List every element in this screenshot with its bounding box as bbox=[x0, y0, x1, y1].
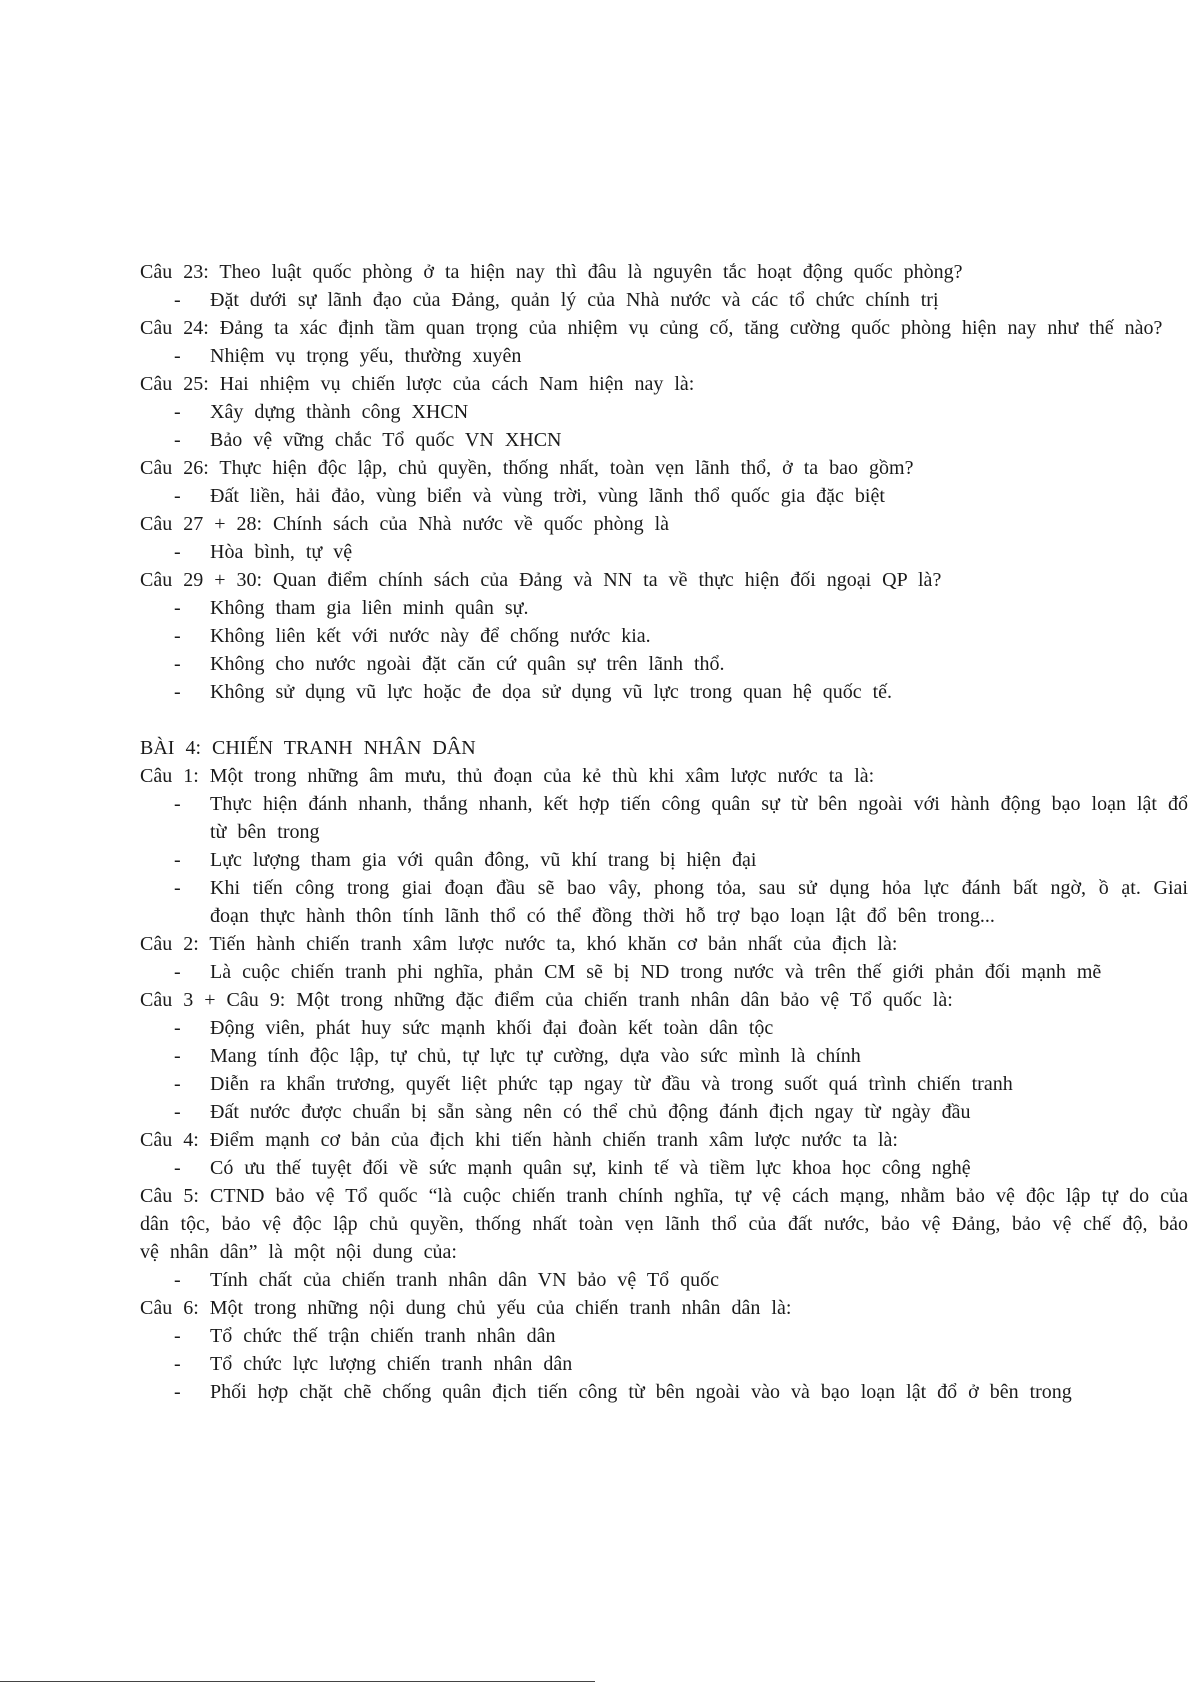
answer-text: Động viên, phát huy sức mạnh khối đại đoàn kết toàn dân tộc bbox=[210, 1017, 774, 1039]
answer-text: Xây dựng thành công XHCN bbox=[210, 401, 469, 423]
question-text: Câu 25: Hai nhiệm vụ chiến lược của cách Nam hiện nay là: bbox=[140, 373, 695, 395]
bullet-dash: - bbox=[174, 1353, 181, 1375]
section-heading: BÀI 4: CHIẾN TRANH NHÂN DÂN bbox=[140, 737, 476, 759]
answer-item bbox=[140, 1378, 1188, 1406]
answer-text: Đặt dưới sự lãnh đạo của Đảng, quản lý của Nhà nước và các tổ chức chính trị bbox=[210, 289, 939, 311]
answer-text: Mang tính độc lập, tự chủ, tự lực tự cường, dựa vào sức mình là chính bbox=[210, 1045, 861, 1067]
answer-item bbox=[140, 482, 1188, 510]
bullet-dash: - bbox=[174, 541, 181, 563]
bullet-dash: - bbox=[174, 681, 181, 703]
question-text: Câu 1: Một trong những âm mưu, thủ đoạn của kẻ thù khi xâm lược nước ta là: bbox=[140, 765, 875, 787]
answer-item bbox=[140, 1154, 1188, 1182]
answer-item bbox=[140, 650, 1188, 678]
question-text: Câu 29 + 30: Quan điểm chính sách của Đảng và NN ta về thực hiện đối ngoại QP là? bbox=[140, 569, 942, 591]
bullet-dash: - bbox=[174, 961, 181, 983]
answer-item bbox=[140, 1322, 1188, 1350]
question-text: Câu 24: Đảng ta xác định tầm quan trọng của nhiệm vụ củng cố, tăng cường quốc phòng hiện nay như thế nào? bbox=[140, 317, 1163, 339]
answer-item bbox=[140, 874, 1188, 930]
answer-item bbox=[140, 846, 1188, 874]
answer-text: Đất nước được chuẩn bị sẵn sàng nên có thể chủ động đánh địch ngay từ ngày đầu bbox=[210, 1101, 971, 1123]
bullet-dash: - bbox=[174, 401, 181, 423]
question-text: Câu 26: Thực hiện độc lập, chủ quyền, thống nhất, toàn vẹn lãnh thổ, ở ta bao gồm? bbox=[140, 457, 914, 479]
question-text: Câu 23: Theo luật quốc phòng ở ta hiện nay thì đâu là nguyên tắc hoạt động quốc phòng? bbox=[140, 261, 963, 283]
answer-text: Hòa bình, tự vệ bbox=[210, 541, 353, 563]
bullet-dash: - bbox=[174, 345, 181, 367]
answer-text: Diễn ra khẩn trương, quyết liệt phức tạp ngay từ đầu và trong suốt quá trình chiến tranh bbox=[210, 1073, 1013, 1095]
answer-item bbox=[140, 594, 1188, 622]
bullet-dash: - bbox=[174, 597, 181, 619]
answer-text: Bảo vệ vững chắc Tổ quốc VN XHCN bbox=[210, 429, 562, 451]
answer-text: Lực lượng tham gia với quân đông, vũ khí trang bị hiện đại bbox=[210, 849, 757, 871]
document-body bbox=[140, 258, 1188, 1406]
question-text: Câu 2: Tiến hành chiến tranh xâm lược nước ta, khó khăn cơ bản nhất của địch là: bbox=[140, 933, 898, 955]
answer-item bbox=[140, 622, 1188, 650]
answer-item bbox=[140, 790, 1188, 846]
bullet-dash: - bbox=[174, 1045, 181, 1067]
answer-text: Đất liền, hải đảo, vùng biển và vùng trời, vùng lãnh thổ quốc gia đặc biệt bbox=[210, 485, 885, 507]
answer-item bbox=[140, 1070, 1188, 1098]
bullet-dash: - bbox=[174, 429, 181, 451]
question-text: Câu 27 + 28: Chính sách của Nhà nước về quốc phòng là bbox=[140, 513, 670, 535]
question-text: Câu 3 + Câu 9: Một trong những đặc điểm của chiến tranh nhân dân bảo vệ Tổ quốc là: bbox=[140, 989, 953, 1011]
answer-item bbox=[140, 342, 1188, 370]
answer-text: Phối hợp chặt chẽ chống quân địch tiến công từ bên ngoài vào và bạo loạn lật đổ ở bên trong bbox=[210, 1381, 1072, 1403]
answer-item bbox=[140, 1014, 1188, 1042]
question-text: Câu 4: Điểm mạnh cơ bản của địch khi tiến hành chiến tranh xâm lược nước ta là: bbox=[140, 1129, 898, 1151]
answer-item bbox=[140, 1042, 1188, 1070]
answer-text: Tính chất của chiến tranh nhân dân VN bảo vệ Tổ quốc bbox=[210, 1269, 720, 1291]
answer-text: Không cho nước ngoài đặt căn cứ quân sự trên lãnh thổ. bbox=[210, 653, 725, 675]
answer-text: Tổ chức thế trận chiến tranh nhân dân bbox=[210, 1325, 556, 1347]
answer-text: Nhiệm vụ trọng yếu, thường xuyên bbox=[210, 345, 522, 367]
bullet-dash: - bbox=[174, 793, 181, 815]
answer-item bbox=[140, 538, 1188, 566]
bullet-dash: - bbox=[174, 1269, 181, 1291]
answer-item bbox=[140, 398, 1188, 426]
bullet-dash: - bbox=[174, 1017, 181, 1039]
answer-text: Thực hiện đánh nhanh, thắng nhanh, kết hợp tiến công quân sự từ bên ngoài với hành động bạo loạn lật đổ từ bên trong bbox=[210, 793, 1188, 843]
bullet-dash: - bbox=[174, 289, 181, 311]
bullet-dash: - bbox=[174, 653, 181, 675]
bullet-dash: - bbox=[174, 625, 181, 647]
answer-text: Không liên kết với nước này để chống nước kia. bbox=[210, 625, 651, 647]
question-text: Câu 5: CTND bảo vệ Tổ quốc “là cuộc chiến tranh chính nghĩa, tự vệ cách mạng, nhằm bảo vệ độc lập tự do của dân tộc, bảo vệ độc lập chủ quyền, thống nhất toàn vẹn lãnh thổ của đất nước, bảo vệ Đảng, bảo vệ chế độ, bảo vệ nhân dân” là một nội dung của: bbox=[140, 1185, 1188, 1263]
bullet-dash: - bbox=[174, 485, 181, 507]
answer-item bbox=[140, 286, 1188, 314]
answer-item bbox=[140, 1350, 1188, 1378]
answer-text: Là cuộc chiến tranh phi nghĩa, phản CM sẽ bị ND trong nước và trên thế giới phản đối mạnh mẽ bbox=[210, 961, 1102, 983]
bullet-dash: - bbox=[174, 849, 181, 871]
answer-item bbox=[140, 1266, 1188, 1294]
footer-rule bbox=[0, 1681, 595, 1682]
answer-item bbox=[140, 426, 1188, 454]
bullet-dash: - bbox=[174, 1101, 181, 1123]
answer-text: Khi tiến công trong giai đoạn đầu sẽ bao vây, phong tỏa, sau sử dụng hỏa lực đánh bất ngờ, ồ ạt. Giai đoạn thực hành thôn tính lãnh thổ có thể đồng thời hỗ trợ bạo loạn lật đổ bên trong... bbox=[210, 877, 1188, 927]
answer-text: Không tham gia liên minh quân sự. bbox=[210, 597, 529, 619]
answer-item bbox=[140, 1098, 1188, 1126]
answer-text: Tổ chức lực lượng chiến tranh nhân dân bbox=[210, 1353, 573, 1375]
bullet-dash: - bbox=[174, 1157, 181, 1179]
bullet-dash: - bbox=[174, 1381, 181, 1403]
bullet-dash: - bbox=[174, 1325, 181, 1347]
answer-text: Có ưu thế tuyệt đối về sức mạnh quân sự, kinh tế và tiềm lực khoa học công nghệ bbox=[210, 1157, 971, 1179]
answer-item bbox=[140, 678, 1188, 706]
answer-item bbox=[140, 958, 1188, 986]
answer-text: Không sử dụng vũ lực hoặc đe dọa sử dụng vũ lực trong quan hệ quốc tế. bbox=[210, 681, 893, 703]
question-text: Câu 6: Một trong những nội dung chủ yếu của chiến tranh nhân dân là: bbox=[140, 1297, 792, 1319]
bullet-dash: - bbox=[174, 877, 181, 899]
bullet-dash: - bbox=[174, 1073, 181, 1095]
